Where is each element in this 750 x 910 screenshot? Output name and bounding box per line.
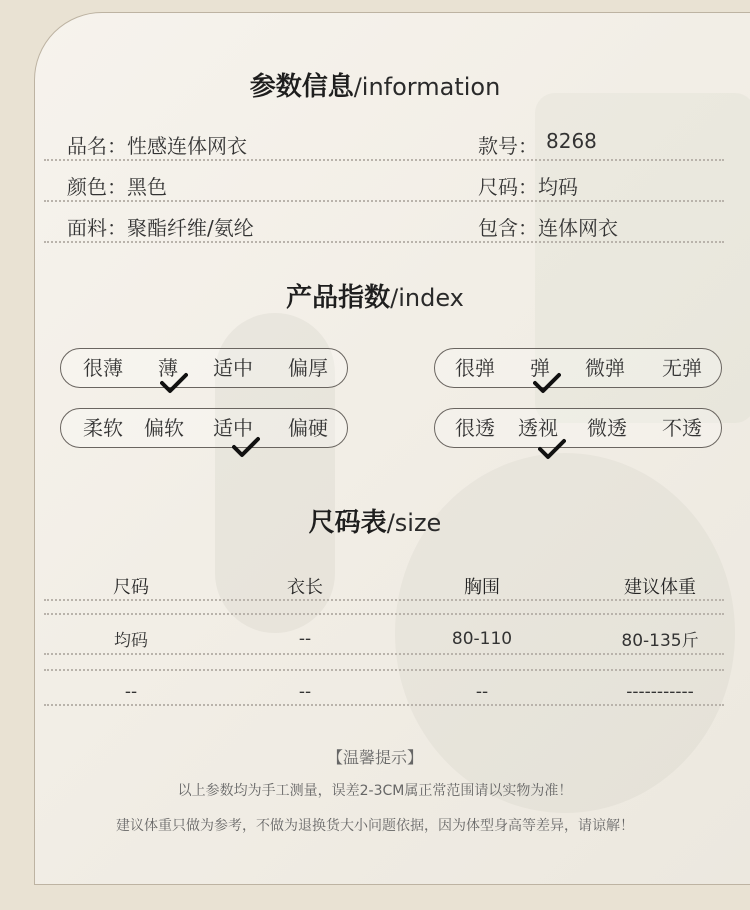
index-option: 很透 (455, 416, 495, 440)
tips-line: 建议体重只做为参考，不做为退换货大小问题依据，因为体型身高等差异，请谅解！ (116, 818, 634, 834)
divider (44, 200, 724, 202)
index-option: 柔软 (83, 416, 123, 440)
index-option: 无弹 (662, 356, 702, 380)
table-header-weight: 建议体重 (624, 577, 696, 598)
index-option: 很薄 (83, 356, 123, 380)
info-size: 尺码：均码 (478, 175, 578, 199)
section-title-zh: 参数信息 (249, 72, 354, 102)
info-product-name: 品名：性感连体网衣 (67, 134, 247, 158)
table-cell: -- (475, 682, 489, 702)
divider (44, 669, 724, 671)
table-cell: 80-135斤 (621, 631, 699, 651)
index-option: 透视 (518, 416, 558, 440)
section-title-information (0, 66, 750, 103)
table-header-length: 衣长 (287, 577, 323, 598)
index-option: 薄 (158, 356, 178, 380)
index-scale-transparency (434, 408, 722, 448)
section-title-en: /information (353, 73, 501, 101)
tips-line: 以上参数均为手工测量，误差2-3CM属正常范围请以实物为准！ (177, 783, 573, 799)
check-mark-icon (232, 436, 260, 458)
divider (44, 241, 724, 243)
info-includes: 包含：连体网衣 (478, 216, 618, 240)
info-style-number (478, 130, 597, 159)
table-cell: -- (124, 682, 138, 702)
info-color: 颜色：黑色 (67, 175, 167, 199)
section-title-zh: 产品指数 (286, 283, 391, 313)
index-option: 适中 (213, 356, 253, 380)
divider (44, 159, 724, 161)
index-option: 适中 (213, 416, 253, 440)
divider (44, 704, 724, 706)
index-option: 微透 (587, 416, 627, 440)
table-cell: -- (298, 629, 312, 649)
table-header-size: 尺码 (113, 577, 149, 598)
index-option: 不透 (662, 416, 702, 440)
index-option: 很弹 (455, 356, 495, 380)
table-cell: 80-110 (451, 629, 513, 649)
index-scale-softness (60, 408, 348, 448)
tips-title: 【温馨提示】 (326, 748, 423, 767)
table-header-bust: 胸围 (464, 577, 500, 598)
section-title-en: /index (390, 284, 464, 312)
divider (44, 599, 724, 601)
index-option: 偏厚 (288, 356, 328, 380)
section-title-index (0, 277, 750, 314)
index-scale-elasticity (434, 348, 722, 388)
index-scale-thickness (60, 348, 348, 388)
divider (44, 653, 724, 655)
check-mark-icon (160, 372, 188, 394)
index-option: 弹 (530, 356, 550, 380)
index-option: 偏软 (144, 416, 184, 440)
section-title-size (0, 502, 750, 539)
index-option: 偏硬 (288, 416, 328, 440)
section-title-en: /size (386, 509, 442, 537)
check-mark-icon (538, 438, 566, 460)
section-title-zh: 尺码表 (308, 508, 387, 538)
info-fabric: 面料：聚酯纤维/氨纶 (67, 216, 254, 240)
info-style-label: 款号： (478, 134, 538, 158)
check-mark-icon (533, 372, 561, 394)
index-option: 微弹 (585, 356, 625, 380)
table-cell: ----------- (626, 682, 694, 702)
info-style-value: 8268 (546, 129, 597, 153)
divider (44, 613, 724, 615)
table-cell: 均码 (114, 631, 148, 651)
table-cell: -- (298, 682, 312, 702)
